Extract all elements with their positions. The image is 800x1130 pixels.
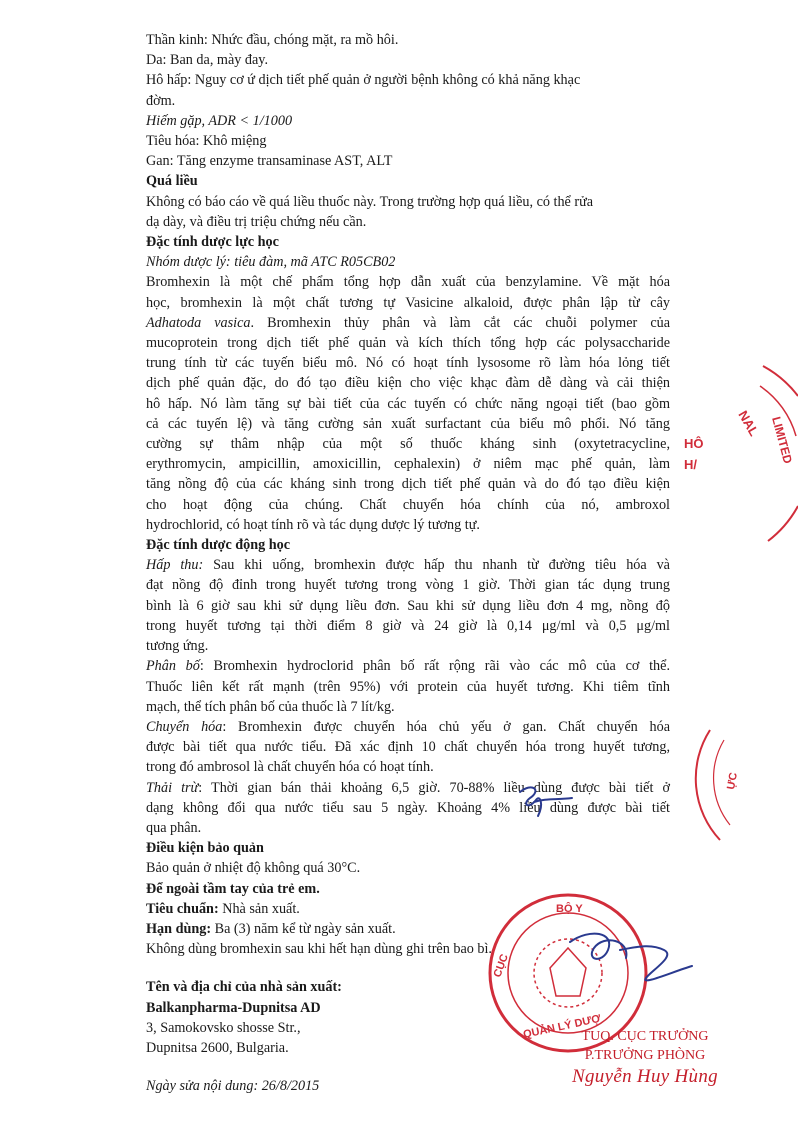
text-line: dạ dày, và điều trị triệu chứng nếu cần. xyxy=(146,213,367,230)
label-distribution: Phân bố xyxy=(146,658,200,675)
text-line: cho hoạt động của chúng. Chất chuyển hóa chính của nó, ambroxol xyxy=(146,496,670,513)
stamp-fragment: H/ xyxy=(684,457,697,472)
text-line xyxy=(146,555,670,575)
text-line: hô hấp. Nó làm tăng sự bài tiết của các tuyến có chức năng ngoại tiết (bao gồm xyxy=(146,395,670,412)
stamp-fragment: LIMITED xyxy=(769,415,796,466)
approval-title: TUQ. CỤC TRƯỞNG xyxy=(581,1029,709,1044)
text-line: dịch phế quản đặc, do đó tạo điều kiện cho việc khạc đàm dễ dàng và cải thiện xyxy=(146,375,670,392)
stamp-fragment: HÔ xyxy=(684,436,704,451)
stamp-fragment: NAL xyxy=(735,408,762,439)
text-span: Sau khi uống, bromhexin được hấp thu nhanh từ đường tiêu hóa và xyxy=(203,557,670,574)
text-line: Hô hấp: Nguy cơ ứ dịch tiết phế quản ở người bệnh không có khả năng khạc xyxy=(146,72,581,89)
text-line: được bài tiết qua nước tiểu. Đã xác định 10 chất chuyển hóa trong huyết tương, xyxy=(146,739,670,756)
section-heading-storage: Điều kiện bảo quản xyxy=(146,840,264,857)
text-line: Thần kinh: Nhức đầu, chóng mặt, ra mồ hôi. xyxy=(146,32,399,48)
text-line: Gan: Tăng enzyme transaminase AST, ALT xyxy=(146,153,393,170)
seal-fragment: CỤC xyxy=(491,952,511,980)
text-line: mucoprotein trong dịch tiết phế quản và kích thích tổng hợp các polysaccharide xyxy=(146,335,670,352)
text-line: erythromycin, ampicillin, amoxicillin, cephalexin) ở niêm mạc phế quản, làm xyxy=(146,456,670,473)
plant-name: Adhatoda vasica xyxy=(146,314,251,331)
text-line: mạch, thể tích phân bố của thuốc là 7 lít/kg. xyxy=(146,698,395,715)
approval-subtitle: P.TRƯỞNG PHÒNG xyxy=(584,1048,706,1063)
label-standard: Tiêu chuẩn: xyxy=(146,900,219,917)
seal-fragment: QUẢN LÝ DƯỢ xyxy=(522,1012,602,1041)
manufacturer-address-1: 3, Samokovsko shosse Str., xyxy=(146,1019,301,1036)
initials-signature xyxy=(510,780,580,820)
text-span: : Thời gian bán thải khoảng 6,5 giờ. 70-88% liều dùng được bài tiết ở xyxy=(198,779,670,796)
text-line: trong huyết tương tại thời điểm 8 giờ và 24 giờ là 0,14 μg/ml và 0,5 μg/ml xyxy=(146,617,670,634)
keep-away-notice: Để ngoài tầm tay của trẻ em. xyxy=(146,880,320,897)
text-span: : Bromhexin được chuyển hóa chủ yếu ở gan. Chất chuyển hóa xyxy=(222,718,670,735)
section-heading-pharmacodynamics: Đặc tính dược lực học xyxy=(146,234,279,251)
text-span: Ba (3) năm kể từ ngày sản xuất. xyxy=(211,920,396,937)
text-line: Không dùng bromhexin sau khi hết hạn dùng ghi trên bao bì. xyxy=(146,941,492,958)
section-heading-overdose: Quá liều xyxy=(146,173,198,190)
subheading-rare: Hiếm gặp, ADR < 1/1000 xyxy=(146,112,293,129)
text-line: dạng không đổi qua nước tiểu sau 5 ngày. Khoảng 4% liều dùng được bài tiết xyxy=(146,799,670,816)
approval-block xyxy=(545,1027,745,1086)
text-line: bình là 6 giờ sau khi sử dụng liều đơn. Sau khi sử dụng liều đơn 4 mg, nồng độ xyxy=(146,597,670,614)
text-line: tăng nồng độ của các kháng sinh trong dịch tiết phế quản và do đó tạo điều kiện xyxy=(146,476,670,493)
text-line: Bromhexin là một chế phẩm tổng hợp dẫn xuất của benzylamine. Về mặt hóa xyxy=(146,274,670,291)
label-expiry: Hạn dùng: xyxy=(146,920,212,937)
text-line xyxy=(146,656,670,676)
text-line: Không có báo cáo về quá liều thuốc này. Trong trường hợp quá liều, có thể rửa xyxy=(146,193,594,210)
text-line: cường sự thâm nhập của một số thuốc kháng sinh (oxytetracycline, xyxy=(146,436,670,453)
manufacturer-address-2: Dupnitsa 2600, Bulgaria. xyxy=(146,1039,289,1056)
text-line: cả các tuyến lệ) và tăng cường sản xuất surfactant của biểu mô phổi. Nó tăng xyxy=(146,415,670,432)
text-line: học, bromhexin là một chất tương tự Vasicine alkaloid, được phân lập từ cây xyxy=(146,294,670,311)
label-absorption: Hấp thu: xyxy=(146,557,204,574)
partial-stamp-top xyxy=(668,356,798,546)
text-line xyxy=(146,313,670,333)
text-line xyxy=(146,717,670,737)
text-line: qua phân. xyxy=(146,819,202,836)
section-heading-pharmacokinetics: Đặc tính dược động học xyxy=(146,537,291,554)
label-elimination: Thải trừ xyxy=(146,779,199,796)
text-line: đạt nồng độ đỉnh trong huyết tương trong vòng 1 giờ. Thời gian tác dụng trung xyxy=(146,577,670,594)
signer-name: Nguyễn Huy Hùng xyxy=(572,1066,718,1087)
text-line: Da: Ban da, mày đay. xyxy=(146,52,268,69)
text-line: Tiêu hóa: Khô miệng xyxy=(146,133,267,150)
text-span: . Bromhexin thủy phân và làm cắt các chuỗi polymer của xyxy=(250,314,671,331)
text-span: Nhà sản xuất. xyxy=(218,900,300,917)
text-line: tương ứng. xyxy=(146,638,209,655)
text-line: hydrochlorid, có hoạt tính rõ và tác dụng dược lý tương tự. xyxy=(146,516,480,533)
manufacturer-name: Balkanpharma-Dupnitsa AD xyxy=(146,999,321,1016)
text-span: : Bromhexin hydroclorid phân bố rất rộng rãi vào các mô của cơ thể. xyxy=(199,658,670,675)
text-line: Bảo quản ở nhiệt độ không quá 30°C. xyxy=(146,860,361,877)
revision-date: Ngày sửa nội dung: 26/8/2015 xyxy=(146,1078,320,1095)
text-line: trung tính từ các tuyến biểu mô. Nó có hoạt tính lysosome rõ làm hóa lỏng tiết xyxy=(146,355,670,372)
stamp-fragment: ỰC xyxy=(725,771,740,791)
text-line: trong đó ambrosol là chất chuyển hóa có hoạt tính. xyxy=(146,759,434,776)
handwritten-signature xyxy=(560,920,700,990)
partial-stamp-bottom xyxy=(690,720,800,860)
text-line: Thuốc liên kết rất mạnh (trên 95%) với protein của huyết tương. Khi tiêm tĩnh xyxy=(146,678,670,695)
pharmacological-group: Nhóm dược lý: tiêu đàm, mã ATC R05CB02 xyxy=(146,254,396,271)
manufacturer-heading: Tên và địa chỉ của nhà sản xuất: xyxy=(146,979,342,996)
seal-fragment: BỘ Y xyxy=(556,903,583,915)
text-line: đờm. xyxy=(146,92,176,109)
text-line xyxy=(146,778,670,798)
label-metabolism: Chuyển hóa xyxy=(146,718,223,735)
